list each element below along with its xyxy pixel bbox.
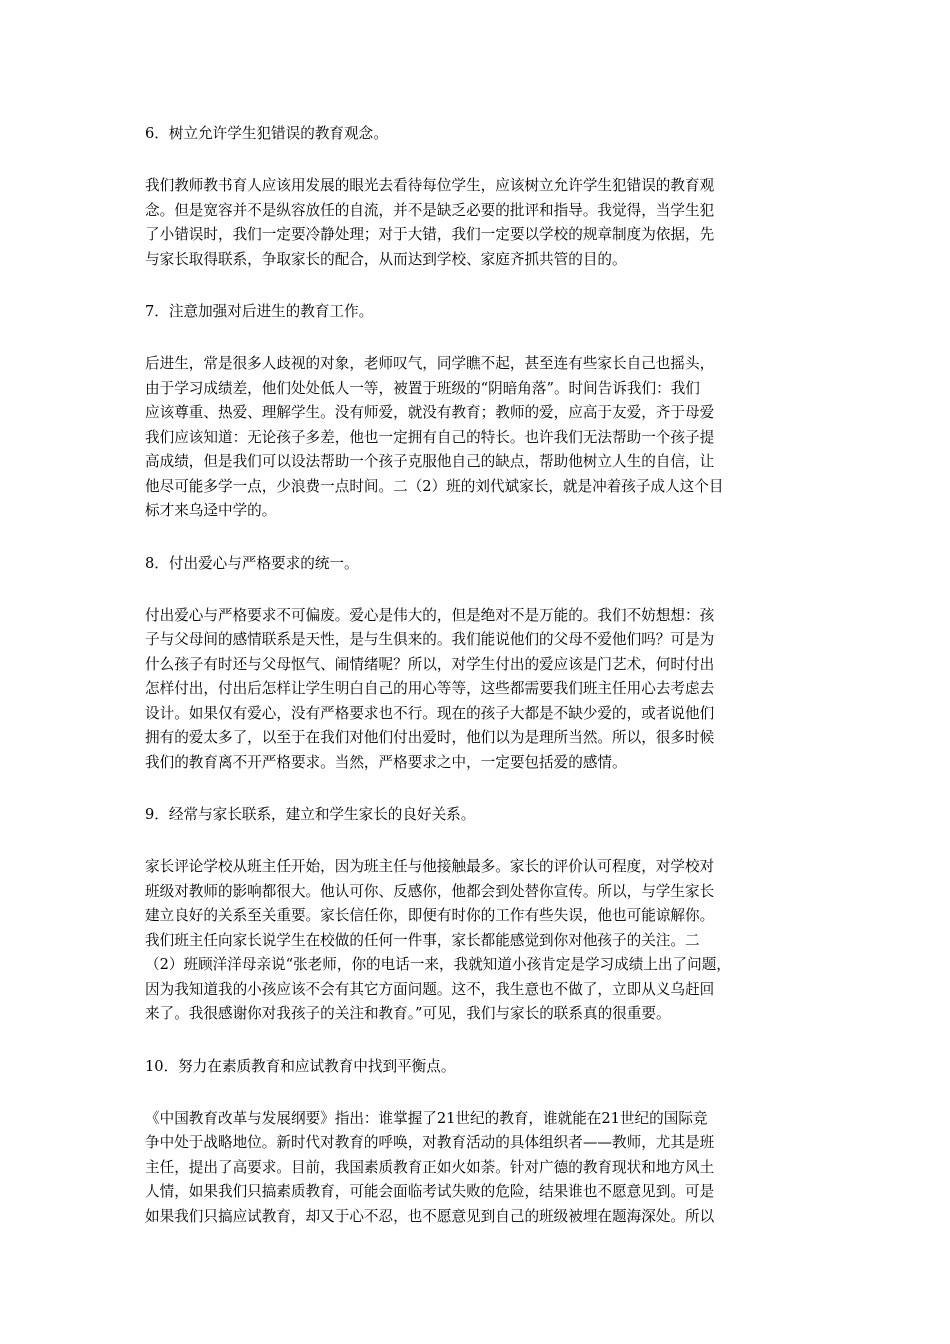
- section-heading: 7．注意加强对后进生的教育工作。: [145, 303, 374, 320]
- paragraph-line: 怎样付出，付出后怎样让学生明白自己的用心等等，这些都需要我们班主任用心去考虑去: [145, 680, 715, 697]
- paragraph-line: 高成绩，但是我们可以设法帮助一个孩子克服他自己的缺点，帮助他树立人生的自信，让: [145, 453, 715, 470]
- paragraph-line: 由于学习成绩差，他们处处低人一等，被置于班级的“阴暗角落”。时间告诉我们：我们: [145, 379, 700, 397]
- paragraph-line: 《中国教育改革与发展纲要》指出：谁掌握了21世纪的教育，谁就能在21世纪的国际竞: [145, 1109, 708, 1127]
- paragraph-line: 因为我知道我的小孩应该不会有其它方面问题。这不，我生意也不做了，立即从义乌赶回: [145, 980, 715, 998]
- section-paragraph: [145, 174, 810, 272]
- paragraph-line: （2）班顾洋洋母亲说“张老师，你的电话一来，我就知道小孩肯定是学习成绩上出了问题，: [145, 956, 731, 973]
- paragraph-line: 标才来乌迳中学的。: [145, 502, 277, 519]
- document-body: [145, 122, 810, 1257]
- section-paragraph: [145, 855, 810, 1027]
- paragraph-line: 他尽可能多学一点，少浪费一点时间。二（2）班的刘代斌家长，就是冲着孩子成人这个目: [145, 477, 724, 495]
- paragraph-line: 建立良好的关系至关重要。家长信任你，即便有时你的工作有些失误，他也可能谅解你。: [145, 907, 715, 924]
- section-heading: 6．树立允许学生犯错误的教育观念。: [145, 125, 388, 142]
- paragraph-line: 争中处于战略地位。新时代对教育的呼唤，对教育活动的具体组织者——教师，尤其是班: [145, 1134, 715, 1151]
- paragraph-line: 与家长取得联系，争取家长的配合，从而达到学校、家庭齐抓共管的目的。: [145, 250, 627, 268]
- paragraph-line: 付出爱心与严格要求不可偏废。爱心是伟大的，但是绝对不是万能的。我们不妨想想：孩: [145, 606, 715, 624]
- paragraph-line: 什么孩子有时还与父母怄气、闹情绪呢？所以，对学生付出的爱应该是门艺术，何时付出: [145, 655, 715, 673]
- paragraph-line: 主任，提出了高要求。目前，我国素质教育正如火如荼。针对广德的教育现状和地方风土: [145, 1158, 715, 1176]
- paragraph-line: 家长评论学校从班主任开始，因为班主任与他接触最多。家长的评价认可程度，对学校对: [145, 858, 715, 875]
- paragraph-line: 子与父母间的感情联系是天性，是与生俱来的。我们能说他们的父母不爱他们吗？可是为: [145, 631, 715, 648]
- section-heading: 8．付出爱心与严格要求的统一。: [145, 554, 359, 572]
- section-7: [145, 300, 810, 524]
- section-10: [145, 1055, 810, 1230]
- paragraph-line: 我们教师教书育人应该用发展的眼光去看待每位学生，应该树立允许学生犯错误的教育观: [145, 177, 715, 194]
- paragraph-line: 念。但是宽容并不是纵容放任的自流，并不是缺乏必要的批评和指导。我觉得，当学生犯: [145, 201, 715, 219]
- paragraph-line: 拥有的爱太多了，以至于在我们对他们付出爱时，他们以为是理所当然。所以，很多时候: [145, 729, 715, 746]
- section-8: [145, 552, 810, 776]
- paragraph-line: 班级对教师的影响都很大。他认可你、反感你，他都会到处替你宣传。所以，与学生家长: [145, 882, 715, 900]
- paragraph-line: 如果我们只搞应试教育，却又于心不忍，也不愿意见到自己的班级被埋在题海深处。所以: [145, 1207, 715, 1225]
- paragraph-line: 后进生，常是很多人歧视的对象，老师叹气，同学瞧不起，甚至连有些家长自己也摇头，: [145, 355, 715, 372]
- paragraph-line: 人情，如果我们只搞素质教育，可能会面临考试失败的危险，结果谁也不愿意见到。可是: [145, 1183, 715, 1200]
- paragraph-line: 来了。我很感谢你对我孩子的关注和教育。”可见，我们与家长的联系真的很重要。: [145, 1005, 671, 1022]
- paragraph-line: 我们班主任向家长说学生在校做的任何一件事，家长都能感觉到你对他孩子的关注。二: [145, 931, 700, 949]
- section-heading: 10．努力在素质教育和应试教育中找到平衡点。: [145, 1057, 456, 1075]
- paragraph-line: 我们应该知道：无论孩子多差，他也一定拥有自己的特长。也许我们无法帮助一个孩子提: [145, 428, 715, 446]
- paragraph-line: 我们的教育离不开严格要求。当然，严格要求之中，一定要包括爱的感情。: [145, 753, 627, 771]
- section-9: [145, 803, 810, 1027]
- section-6: [145, 122, 810, 272]
- section-heading: 9．经常与家长联系，建立和学生家长的良好关系。: [145, 806, 476, 823]
- section-paragraph: [145, 352, 810, 524]
- paragraph-line: 了小错误时，我们一定要冷静处理；对于大错，我们一定要以学校的规章制度为依据，先: [145, 226, 715, 243]
- paragraph-line: 设计。如果仅有爱心，没有严格要求也不行。现在的孩子大都是不缺少爱的，或者说他们: [145, 704, 715, 722]
- section-paragraph: [145, 604, 810, 776]
- paragraph-line: 应该尊重、热爱、理解学生。没有师爱，就没有教育；教师的爱，应高于友爱，齐于母爱: [145, 404, 715, 421]
- section-paragraph: [145, 1107, 810, 1230]
